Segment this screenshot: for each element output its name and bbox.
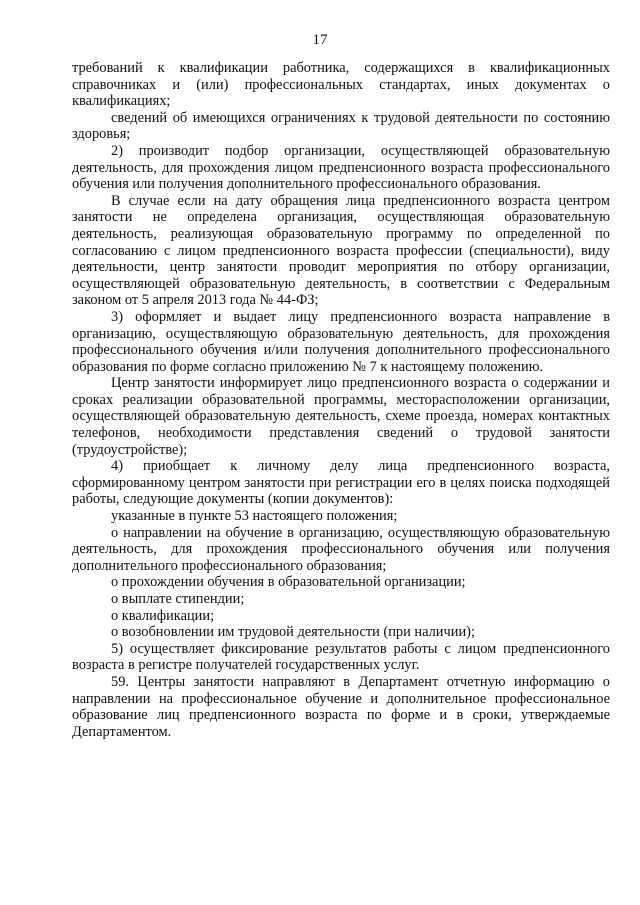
document-body — [72, 60, 610, 740]
paragraph: 5) осуществляет фиксирование результатов работы с лицом предпенсионного возраста в регистре получателей государственных услуг. — [72, 640, 610, 674]
paragraph: требований к квалификации работника, содержащихся в квалификационных справочниках и (или) профессиональных стандартах, иных документах о квалификациях; — [72, 60, 610, 110]
paragraph: о выплате стипендии; — [111, 591, 245, 607]
paragraph: 3) оформляет и выдает лицу предпенсионного возраста направление в организацию, осуществляющую образовательную деятельность, для прохождения профессионального обучения и/или получения дополнительного профессионального образования по форме согласно приложению № 7 к настоящему положению. — [72, 308, 610, 375]
paragraph: сведений об имеющихся ограничениях к трудовой деятельности по состоянию здоровья; — [72, 109, 610, 143]
paragraph: о возобновлении им трудовой деятельности (при наличии); — [111, 624, 475, 641]
paragraph: о квалификации; — [111, 607, 215, 624]
paragraph: указанные в пункте 53 настоящего положения; — [111, 508, 398, 525]
paragraph: В случае если на дату обращения лица предпенсионного возраста центром занятости не определена организация, осуществляющая образовательную деятельность, реализующая образовательную программу по определенной по согласованию с лицом предпенсионного возраста профессии (специальности), виду деятельности, центр занятости проводит мероприятия по отбору организации, осуществляющей образовательную деятельность, в соответствии с Федеральным законом от 5 апреля 2013 года № 44-ФЗ; — [72, 192, 610, 309]
paragraph: 4) приобщает к личному делу лица предпенсионного возраста, сформированному центром занятости при регистрации его в целях поиска подходящей работы, следующие документы (копии документов): — [72, 458, 610, 508]
page-number: 17 — [312, 32, 328, 48]
paragraph: 59. Центры занятости направляют в Департамент отчетную информацию о направлении на профессиональное обучение и дополнительное профессиональное образование лиц предпенсионного возраста по форме и в сроки, утверждаемые Департаментом. — [72, 673, 610, 740]
paragraph: Центр занятости информирует лицо предпенсионного возраста о содержании и сроках реализации образовательной программы, месторасположении организации, осуществляющей образовательную деятельность, схеме проезда, номерах контактных телефонов, необходимости представления сведений о трудовой занятости (трудоустройстве); — [72, 375, 610, 458]
paragraph: 2) производит подбор организации, осуществляющей образовательную деятельность, для прохождения лицом предпенсионного возраста профессионального обучения или получения дополнительного профессионального образования. — [72, 142, 610, 193]
paragraph: о направлении на обучение в организацию, осуществляющую образовательную деятельность, для прохождения профессионального обучения или получения дополнительного профессионального образования; — [72, 524, 610, 574]
paragraph: о прохождении обучения в образовательной организации; — [111, 574, 466, 591]
